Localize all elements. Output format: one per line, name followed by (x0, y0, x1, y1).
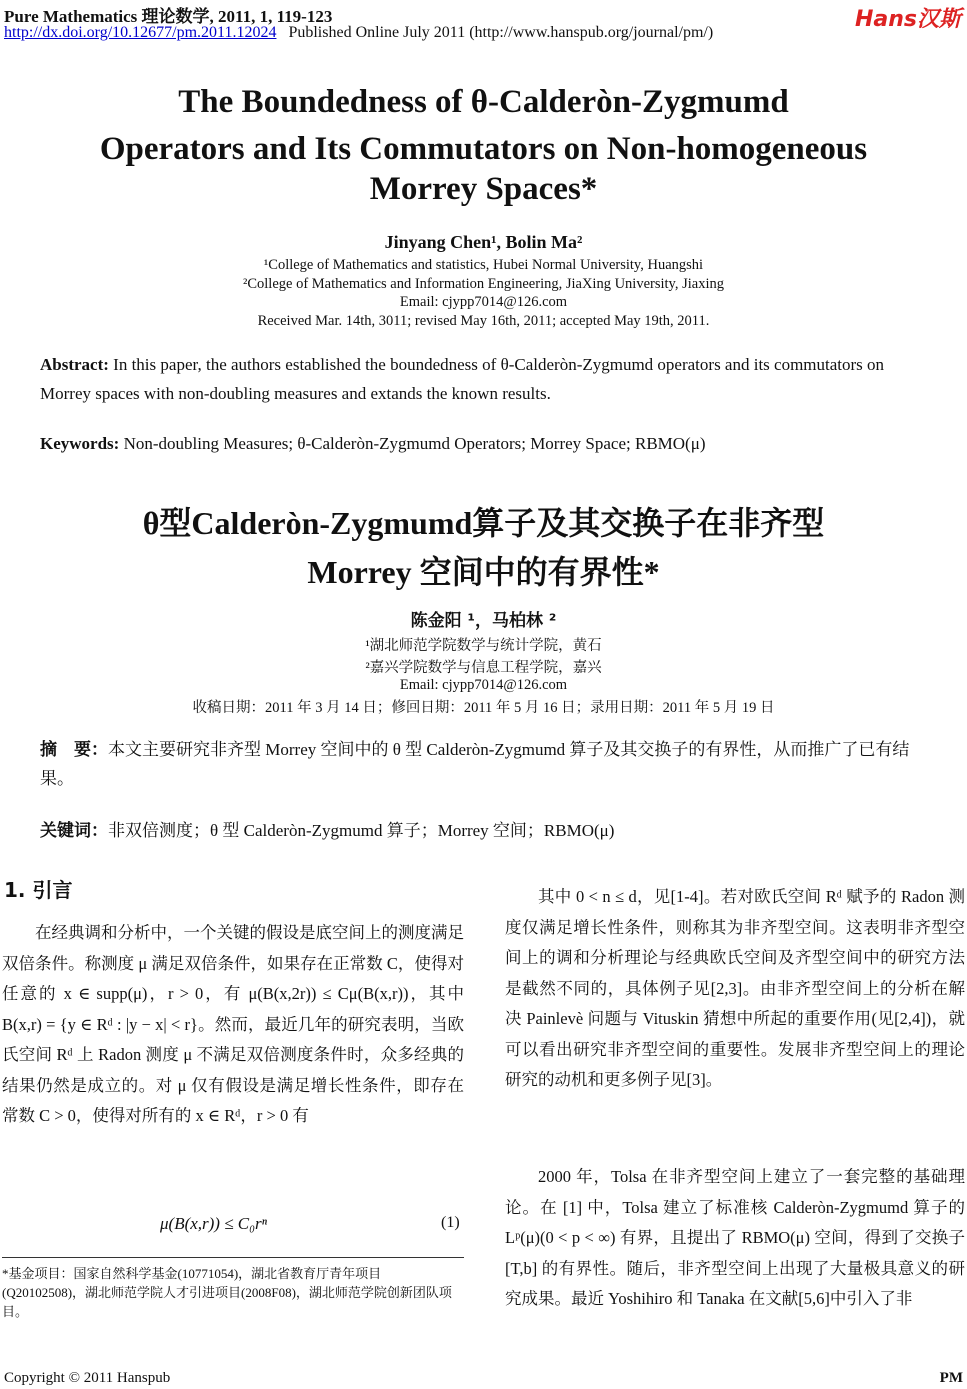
keywords-cn-label: 关键词： (40, 821, 108, 840)
keywords-en-label: Keywords: (40, 434, 120, 453)
title-en-line2: Operators and Its Commutators on Non-homogeneous (99, 131, 868, 167)
keywords-cn (40, 816, 930, 845)
affiliation-en-2: ²College of Mathematics and Information Engineering, JiaXing University, Jiaxing (243, 276, 724, 292)
affiliation-cn-2: ²嘉兴学院数学与信息工程学院，嘉兴 (365, 660, 602, 676)
section1-right-paragraph-1: 其中 0 < n ≤ d，见[1-4]。若对欧氏空间 Rᵈ 赋予的 Radon 测度仅满足增长性条件，则称其为非齐型空间。这表明非齐型空间上的调和分析理论与经典欧氏空间及齐型空间中的研究方法是截然不同的，具体例子见[2,3]。由非齐型空间上的分析在解决 Painlevè 问题与 Vituskin 猜想中所起的重要作用(见[2,4])，就可以看出研究非齐型空间的重要性。发展非齐型空间上的理论研究的动机和更多例子见[3]。 (505, 887, 965, 1089)
title-cn-line1: θ型Calderòn-Zygmumd算子及其交换子在非齐型 (142, 505, 825, 541)
received-en: Received Mar. 14th, 3011; revised May 16th, 2011; accepted May 19th, 2011. (257, 313, 710, 329)
footer-copyright: Copyright © 2011 Hanspub (4, 1370, 171, 1386)
section-heading: 1. 引言 (4, 878, 73, 902)
title-en-line3: Morrey Spaces* (369, 171, 598, 207)
title-en-line1: The Boundedness of θ-Calderòn-Zygmumd (178, 84, 789, 120)
keywords-en-text: Non-doubling Measures; θ-Calderòn-Zygmumd Operators; Morrey Space; RBMO(μ) (123, 434, 706, 453)
hans-logo: Hans汉斯 (854, 7, 961, 32)
keywords-en (40, 429, 930, 458)
abstract-cn-text: 本文主要研究非齐型 Morrey 空间中的 θ 型 Calderòn-Zygmumd 算子及其交换子的有界性，从而推广了已有结果。 (40, 740, 910, 788)
equation-1-number: (1) (441, 1214, 460, 1231)
footnote-divider (2, 1257, 464, 1258)
abstract-en-text: In this paper, the authors established the boundedness of θ-Calderòn-Zygmumd operators and its commutators on Morrey spaces with non-doubling measures and extands the known results. (40, 355, 885, 403)
email-en: Email: cjypp7014@126.com (399, 294, 568, 310)
published-info: Published Online July 2011 (http://www.hanspub.org/journal/pm/) (288, 24, 714, 41)
abstract-cn-label: 摘 要： (40, 740, 108, 759)
section1-left-paragraph: 在经典调和分析中，一个关键的假设是底空间上的测度满足双倍条件。称测度 μ 满足双倍条件，如果存在正常数 C，使得对任意的 x ∈ supp(μ)，r > 0，有 μ(B(x,2r)) ≤ Cμ(B(x,r))，其中 B(x,r) = {y ∈ Rᵈ : |y − x| < r}。然而，最近几年的研究表明，当欧氏空间 Rᵈ 上 Radon 测度 μ 不满足双倍测度条件时，众多经典的结果仍然是成立的。对 μ 仅有假设是满足增长性条件，即存在常数 C > 0，使得对所有的 x ∈ Rᵈ，r > 0 有 (2, 923, 464, 1125)
abstract-en (40, 350, 930, 408)
equation-1: μ(B(x,r)) ≤ C₀rⁿ (160, 1214, 268, 1233)
keywords-cn-text: 非双倍测度；θ 型 Calderòn-Zygmumd 算子；Morrey 空间；RBMO(μ) (108, 821, 615, 840)
email-cn: Email: cjypp7014@126.com (399, 677, 568, 693)
footer-journal-code: PM (939, 1370, 963, 1386)
abstract-en-label: Abstract: (40, 355, 109, 374)
abstract-cn (40, 735, 930, 793)
doi-line (4, 24, 713, 42)
affiliation-en-1: ¹College of Mathematics and statistics, Hubei Normal University, Huangshi (263, 257, 704, 273)
affiliation-cn-1: ¹湖北师范学院数学与统计学院，黄石 (365, 638, 602, 654)
doi-link[interactable]: http://dx.doi.org/10.12677/pm.2011.12024 (4, 24, 277, 41)
received-cn: 收稿日期：2011 年 3 月 14 日；修回日期：2011 年 5 月 16 日；录用日期：2011 年 5 月 19 日 (192, 700, 775, 716)
section1-right-paragraph-2: 2000 年，Tolsa 在非齐型空间上建立了一套完整的基础理论。在 [1] 中，Tolsa 建立了标准核 Calderòn-Zygmumd 算子的 Lᵖ(μ)(0 < p < ∞) 有界，且提出了 RBMO(μ) 空间，得到了交换子 [T,b] 的有界性。随后，非齐型空间上出现了大量极具意义的研究成果。最近 Yoshihiro 和 Tanaka 在文献[5,6]中引入了非 (505, 1167, 965, 1308)
footnote: *基金项目：国家自然科学基金(10771054)，湖北省教育厅青年项目(Q20102508)，湖北师范学院人才引进项目(2008F08)，湖北师范学院创新团队项目。 (2, 1266, 452, 1319)
authors-en: Jinyang Chen¹, Bolin Ma² (384, 232, 583, 252)
journal-header: Pure Mathematics 理论数学, 2011, 1, 119-123 (4, 7, 333, 26)
authors-cn: 陈金阳 ¹，马柏林 ² (410, 611, 557, 631)
title-cn-line2: Morrey 空间中的有界性* (307, 554, 660, 590)
